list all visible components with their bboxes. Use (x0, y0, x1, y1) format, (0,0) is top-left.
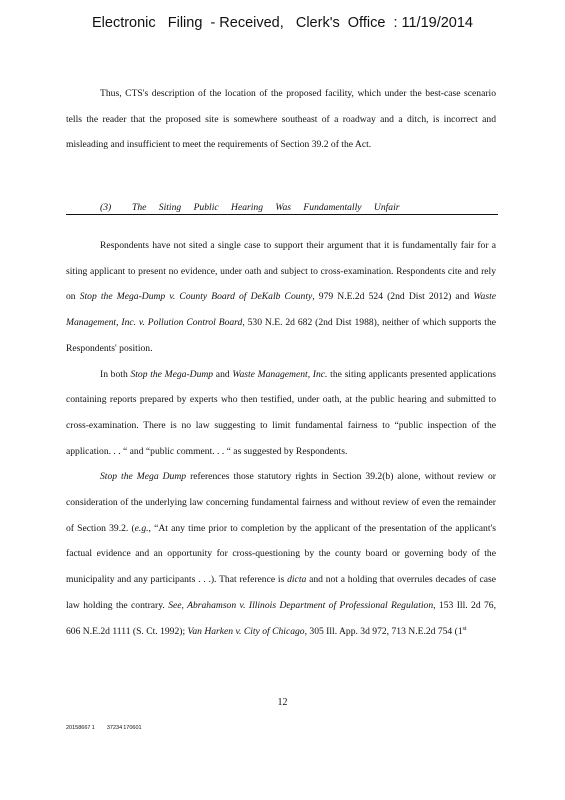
body-paragraphs (66, 233, 496, 644)
paragraph-statutory-rights (66, 464, 496, 644)
text-run: references those statutory rights in Section 39.2(b) alone, without review or consideration of the underlying law concerning fundamental fairness and without review of even the remainder of Section 39.2. ( (66, 471, 496, 534)
document-id-footer: 20158667 1 37234 170601 (66, 725, 142, 731)
paragraph-text: Thus, CTS's description of the location of the proposed facility, which under the best-case scenario tells the reader that the proposed site is somewhere southeast of a roadway and a ditch, is incorrect and misleading and insufficient to meet the requirements of Section 39.2 of the Act. (66, 88, 496, 151)
filing-stamp-header: Electronic Filing - Received, Clerk's Office : 11/19/2014 (91, 15, 473, 31)
case-citation: Stop the Mega-Dump v. County Board of DeKalb County (79, 291, 313, 303)
text-run: the siting applicants presented applications containing reports prepared by experts who then testified, under oath, at the public hearing and submitted to cross-examination. There is no law suggesting to limit fundamental fairness to “public inspection of the application. . . “ and “public comment. . . “ as suggested by Respondents. (66, 368, 496, 457)
text-run: , “At any time prior to completion by the applicant of the presentation of the applicant's factual evidence and an opportunity for cross-questioning by the county board or governing body of the municipality and any participants . . .). That reference is (66, 522, 496, 586)
paragraph-siting-applicants (66, 362, 496, 465)
text-run: , 979 N.E.2d 524 (2nd Dist 2012) and (312, 291, 474, 303)
text-run: and (213, 368, 233, 380)
page-number: 12 (277, 697, 288, 708)
latin-term: dicta (287, 574, 307, 586)
case-citation: See, Abrahamson v. Illinois Department of Professional Regulation (168, 599, 434, 611)
section-heading (66, 196, 498, 215)
text-run: and not a holding that overrules decades of case law holding the contrary. (66, 574, 496, 611)
case-citation: Stop the Mega-Dump (130, 368, 214, 380)
case-citation: Van Harken v. City of Chicago (187, 625, 305, 637)
paragraph-cts-description (66, 81, 496, 158)
text-run: Respondents have not sited a single case to support their argument that it is fundamentally fair for a siting applicant to present no evidence, under oath and subject to cross-examination. Respondents cite and rely on (66, 240, 496, 303)
ordinal-suffix: st (462, 625, 467, 632)
section-title: The Siting Public Hearing Was Fundamentally Unfair (132, 202, 400, 213)
case-citation: Stop the Mega Dump (100, 471, 187, 483)
text-run: , 530 N.E. 2d 682 (2nd Dist 1988), neither of which supports the Respondents' position. (66, 317, 496, 354)
section-number: (3) (100, 202, 112, 213)
latin-term: e.g. (134, 522, 149, 534)
case-citation: Waste Management, Inc. v. Pollution Control Board (66, 291, 496, 329)
text-run: , 153 Ill. 2d 76, 606 N.E.2d 1111 (S. Ct. 1992); (66, 599, 497, 637)
case-citation: Waste Management, Inc. (232, 368, 328, 380)
text-run: , 305 Ill. App. 3d 972, 713 N.E.2d 754 (1 (304, 625, 463, 637)
text-run: In both (100, 368, 131, 380)
paragraph-respondents-argument (66, 233, 496, 362)
